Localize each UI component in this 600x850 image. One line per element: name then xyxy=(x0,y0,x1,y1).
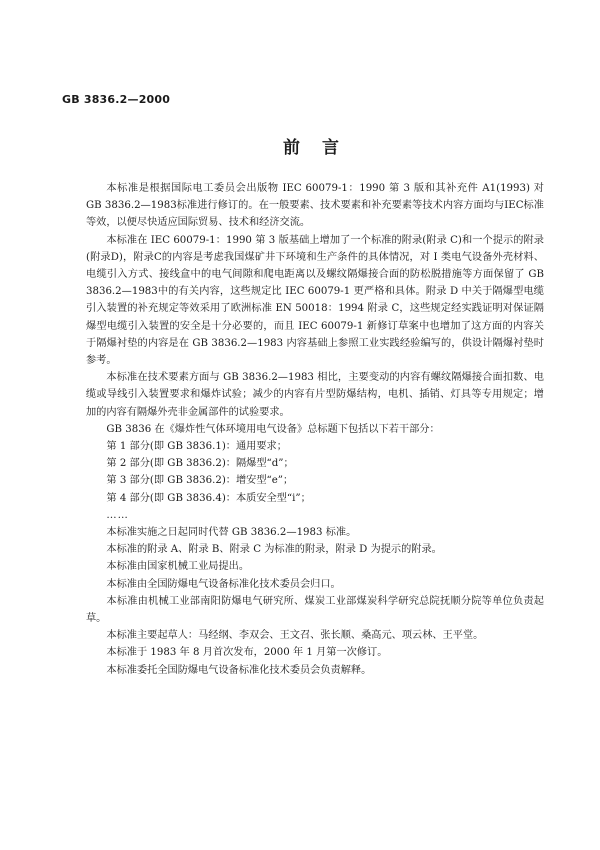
list-ellipsis: …… xyxy=(106,509,129,521)
paragraph-drafters: 本标准主要起草人：马经纲、李双会、王文召、张长顺、桑高元、项云林、王平堂。 xyxy=(106,630,484,642)
paragraph-centralized-by: 本标准由全国防爆电气设备标准化技术委员会归口。 xyxy=(106,578,341,590)
paragraph-technical-changes: 本标准在技术要素方面与 GB 3836.2—1983 相比，主要变动的内容有螺纹隔爆接合面扣数、电缆或导线引入装置要求和爆炸试验；减少的内容有片型防爆结构，电机、插销、灯具等专用规定；增加的内容有隔爆外壳非金属部件的试验要求。 xyxy=(86,372,544,418)
foreword-body xyxy=(86,180,544,679)
paragraph-intro: 本标准是根据国际电工委员会出版物 IEC 60079-1：1990 第 3 版和其补充件 A1(1993) 对 GB 3836.2—1983标准进行修订的。在一般要素、技术要素和补充要素等技术内容方面均与IEC标准等效，以便尽快适应国际贸易、技术和经济交流。 xyxy=(86,183,544,229)
paragraph-proposer: 本标准由国家机械工业局提出。 xyxy=(106,561,250,573)
paragraph-series-intro: GB 3836 在《爆炸性气体环境用电气设备》总标题下包括以下若干部分： xyxy=(106,423,440,435)
paragraph-interpretation: 本标准委托全国防爆电气设备标准化技术委员会负责解释。 xyxy=(106,664,372,676)
paragraph-replacement: 本标准实施之日起同时代替 GB 3836.2—1983 标准。 xyxy=(106,527,357,539)
paragraph-appendix-additions: 本标准在 IEC 60079-1：1990 第 3 版基础上增加了一个标准的附录(附录 C)和一个提示的附录(附录D)，附录C的内容是考虑我国煤矿井下环境和生产条件的具体情况，对 I 类电气设备外壳材料、电缆引入方式、接线盒中的电气间隙和爬电距离以及螺纹隔爆接合面的防松脱措施等方面保留了 GB 3836.2—1983中的有关内容，这些规定比 IEC 60079-1 更严格和具体。附录 D 中关于隔爆型电缆引入装置的补充规定等效采用了欧洲标准 EN 50018：1994 附录 C，这些规定经实践证明对保证隔爆型电缆引入装置的安全是十分必要的，而且 IEC 60079-1 新修订草案中也增加了这方面的内容关于隔爆衬垫的内容是在 GB 3836.2—1983 内容基础上参照工业实践经验编写的，供设计隔爆衬垫时参考。 xyxy=(86,234,544,367)
list-item-part-3: 第 3 部分(即 GB 3836.2)：增安型“e”； xyxy=(106,475,294,487)
page-title: 前言 xyxy=(283,138,361,158)
paragraph-appendix-types: 本标准的附录 A、附录 B、附录 C 为标准的附录，附录 D 为提示的附录。 xyxy=(106,544,442,556)
list-item-part-4: 第 4 部分(即 GB 3836.4)：本质安全型“i”； xyxy=(106,492,311,504)
list-item-part-2: 第 2 部分(即 GB 3836.2)：隔爆型“d”； xyxy=(106,458,294,470)
list-item-part-1: 第 1 部分(即 GB 3836.1)：通用要求； xyxy=(106,441,287,453)
paragraph-history: 本标准于 1983 年 8 月首次发布，2000 年 1 月第一次修订。 xyxy=(106,647,388,659)
standard-code: GB 3836.2—2000 xyxy=(62,93,171,106)
paragraph-drafting-units: 本标准由机械工业部南阳防爆电气研究所、煤炭工业部煤炭科学研究总院抚顺分院等单位负责起草。 xyxy=(86,595,544,625)
